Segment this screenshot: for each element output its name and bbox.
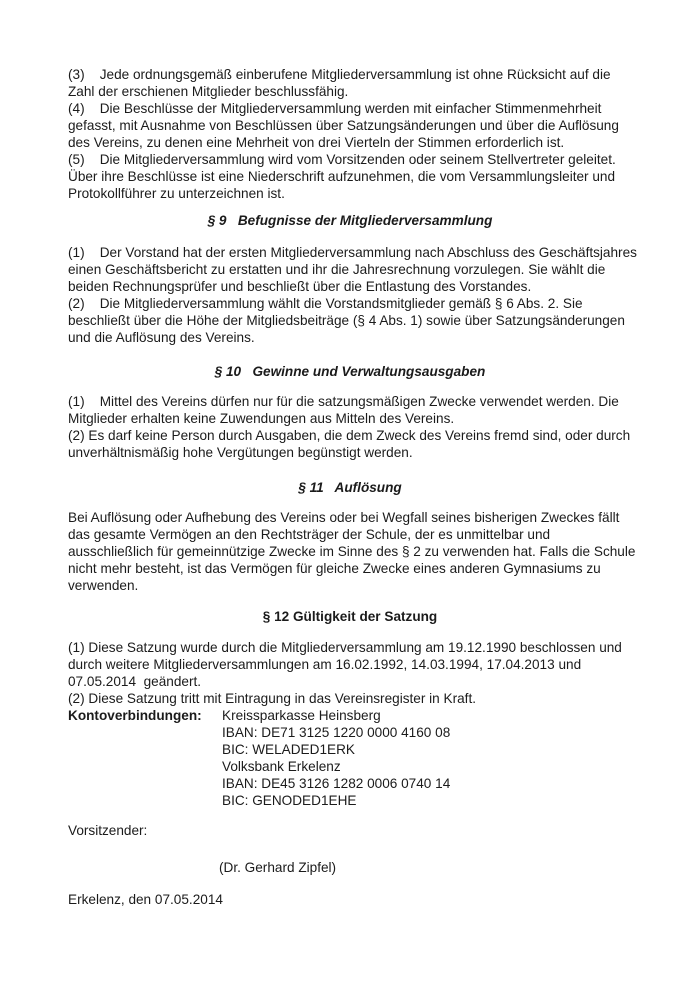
bic-line: BIC: WELADED1ERK — [222, 742, 355, 757]
text-line: einen Geschäftsbericht zu erstatten und ihr die Jahresrechnung vorzulegen. Sie wählt die — [68, 262, 606, 277]
text-line: (1) Mittel des Vereins dürfen nur für die satzungsmäßigen Zwecke verwendet werden. Die — [68, 394, 619, 409]
text-line: unverhältnismäßig hohe Vergütungen begünstigt werden. — [68, 445, 413, 460]
text-line: das gesamte Vermögen an den Rechtsträger der Schule, der es unmittelbar und — [68, 527, 551, 542]
section-heading-par-11: § 11 Auflösung — [298, 480, 402, 495]
chairman-label: Vorsitzender: — [68, 823, 148, 838]
signature-name: (Dr. Gerhard Zipfel) — [219, 860, 337, 875]
paragraph-par-11 — [68, 509, 640, 594]
bank-name: Kreissparkasse Heinsberg — [222, 708, 381, 723]
text-line: (2) Diese Satzung tritt mit Eintragung in das Vereinsregister in Kraft. — [68, 691, 476, 706]
text-line: gefasst, mit Ausnahme von Beschlüssen über Satzungsänderungen und über die Auflösung — [68, 118, 619, 133]
text-line: durch weitere Mitgliederversammlungen am 16.02.1992, 14.03.1994, 17.04.2013 und — [68, 657, 582, 672]
text-line: Protokollführer zu unterzeichnen ist. — [68, 186, 285, 201]
text-line: (1) Der Vorstand hat der ersten Mitgliederversammlung nach Abschluss des Geschäftsjahres — [68, 245, 637, 260]
iban-line: IBAN: DE45 3126 1282 0006 0740 14 — [222, 776, 451, 791]
text-line: 07.05.2014 geändert. — [68, 674, 202, 689]
text-line: Über ihre Beschlüsse ist eine Niederschrift aufzunehmen, die vom Versammlungsleiter und — [68, 169, 616, 184]
section-heading-par-10: § 10 Gewinne und Verwaltungsausgaben — [214, 364, 486, 379]
text-line: (1) Diese Satzung wurde durch die Mitgliederversammlung am 19.12.1990 beschlossen und — [68, 640, 622, 655]
section-heading-par-12: § 12 Gültigkeit der Satzung — [262, 609, 438, 624]
bic-line: BIC: GENODED1EHE — [222, 793, 357, 808]
text-line: Bei Auflösung oder Aufhebung des Vereins oder bei Wegfall seines bisherigen Zweckes fällt — [68, 510, 620, 525]
text-line: nicht mehr besteht, ist das Vermögen für gleiche Zwecke eines anderen Gymnasiums zu — [68, 561, 601, 576]
text-line: (5) Die Mitgliederversammlung wird vom Vorsitzenden oder seinem Stellvertreter geleitet. — [68, 152, 616, 167]
paragraph-3-to-5 — [68, 66, 640, 202]
place-and-date: Erkelenz, den 07.05.2014 — [68, 892, 223, 907]
text-line: (4) Die Beschlüsse der Mitgliederversammlung werden mit einfacher Stimmenmehrheit — [68, 101, 602, 116]
bank-details-values — [222, 707, 640, 809]
text-line: und die Auflösung des Vereins. — [68, 330, 255, 345]
section-heading-par-9: § 9 Befugnisse der Mitgliederversammlung — [207, 213, 493, 228]
bank-details-block — [68, 707, 640, 809]
paragraph-par-10 — [68, 393, 640, 461]
text-line: ausschließlich für gemeinnützige Zwecke im Sinne des § 2 zu verwenden hat. Falls die Schule — [68, 544, 636, 559]
iban-line: IBAN: DE71 3125 1220 0000 4160 08 — [222, 725, 451, 740]
text-line: verwenden. — [68, 578, 139, 593]
paragraph-par-9 — [68, 244, 640, 346]
bank-details-label: Kontoverbindungen: — [68, 708, 202, 723]
text-line: beiden Rechnungsprüfer und beschließt über die Entlastung des Vorstandes. — [68, 279, 532, 294]
text-line: (3) Jede ordnungsgemäß einberufene Mitgliederversammlung ist ohne Rücksicht auf die — [68, 67, 611, 82]
text-line: Zahl der erschienen Mitglieder beschlussfähig. — [68, 84, 349, 99]
text-line: beschließt über die Höhe der Mitgliedsbeiträge (§ 4 Abs. 1) sowie über Satzungsänderungen — [68, 313, 625, 328]
text-line: (2) Es darf keine Person durch Ausgaben, die dem Zweck des Vereins fremd sind, oder durch — [68, 428, 631, 443]
text-line: des Vereins, zu denen eine Mehrheit von drei Vierteln der Stimmen erforderlich ist. — [68, 135, 565, 150]
text-line: Mitglieder erhalten keine Zuwendungen aus Mitteln des Vereins. — [68, 411, 455, 426]
bank-name: Volksbank Erkelenz — [222, 759, 341, 774]
text-line: (2) Die Mitgliederversammlung wählt die Vorstandsmitglieder gemäß § 6 Abs. 2. Sie — [68, 296, 583, 311]
paragraph-par-12 — [68, 639, 640, 707]
